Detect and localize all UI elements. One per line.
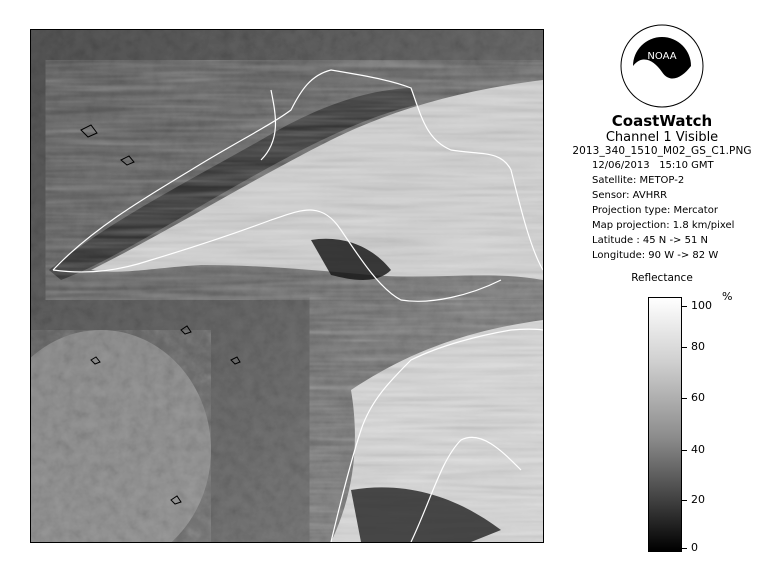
brand-title: CoastWatch [611,112,713,130]
date-time-row [592,158,758,173]
reflectance-colorbar [648,297,682,552]
scale-unit: % [722,290,733,303]
scale-tick: 60 [681,391,741,404]
noaa-logo-text: NOAA [647,51,677,62]
scale-ticks [681,297,741,552]
scale-tick: 20 [681,493,741,506]
filename: 2013_340_1510_M02_GS_C1.PNG [572,145,752,157]
satellite-image-canvas [31,30,543,542]
time: 15:10 GMT [659,160,714,171]
scale-tick: 80 [681,340,741,353]
scale-tick: 100 [681,299,741,312]
satellite: Satellite: METOP-2 [592,175,685,186]
date: 12/06/2013 [592,160,650,171]
scale-title: Reflectance [631,272,693,284]
channel-label: Channel 1 Visible [605,130,719,145]
map-projection: Map projection: 1.8 km/pixel [592,220,735,231]
noaa-logo [620,24,704,108]
scale-tick: 40 [681,443,741,456]
sensor: Sensor: AVHRR [592,190,668,201]
info-panel [566,24,758,285]
projection-type: Projection type: Mercator [592,205,718,216]
satellite-image [30,29,544,543]
longitude: Longitude: 90 W -> 82 W [592,250,719,261]
scale-tick: 0 [681,541,741,554]
latitude: Latitude : 45 N -> 51 N [592,235,708,246]
metadata-block [592,158,758,263]
